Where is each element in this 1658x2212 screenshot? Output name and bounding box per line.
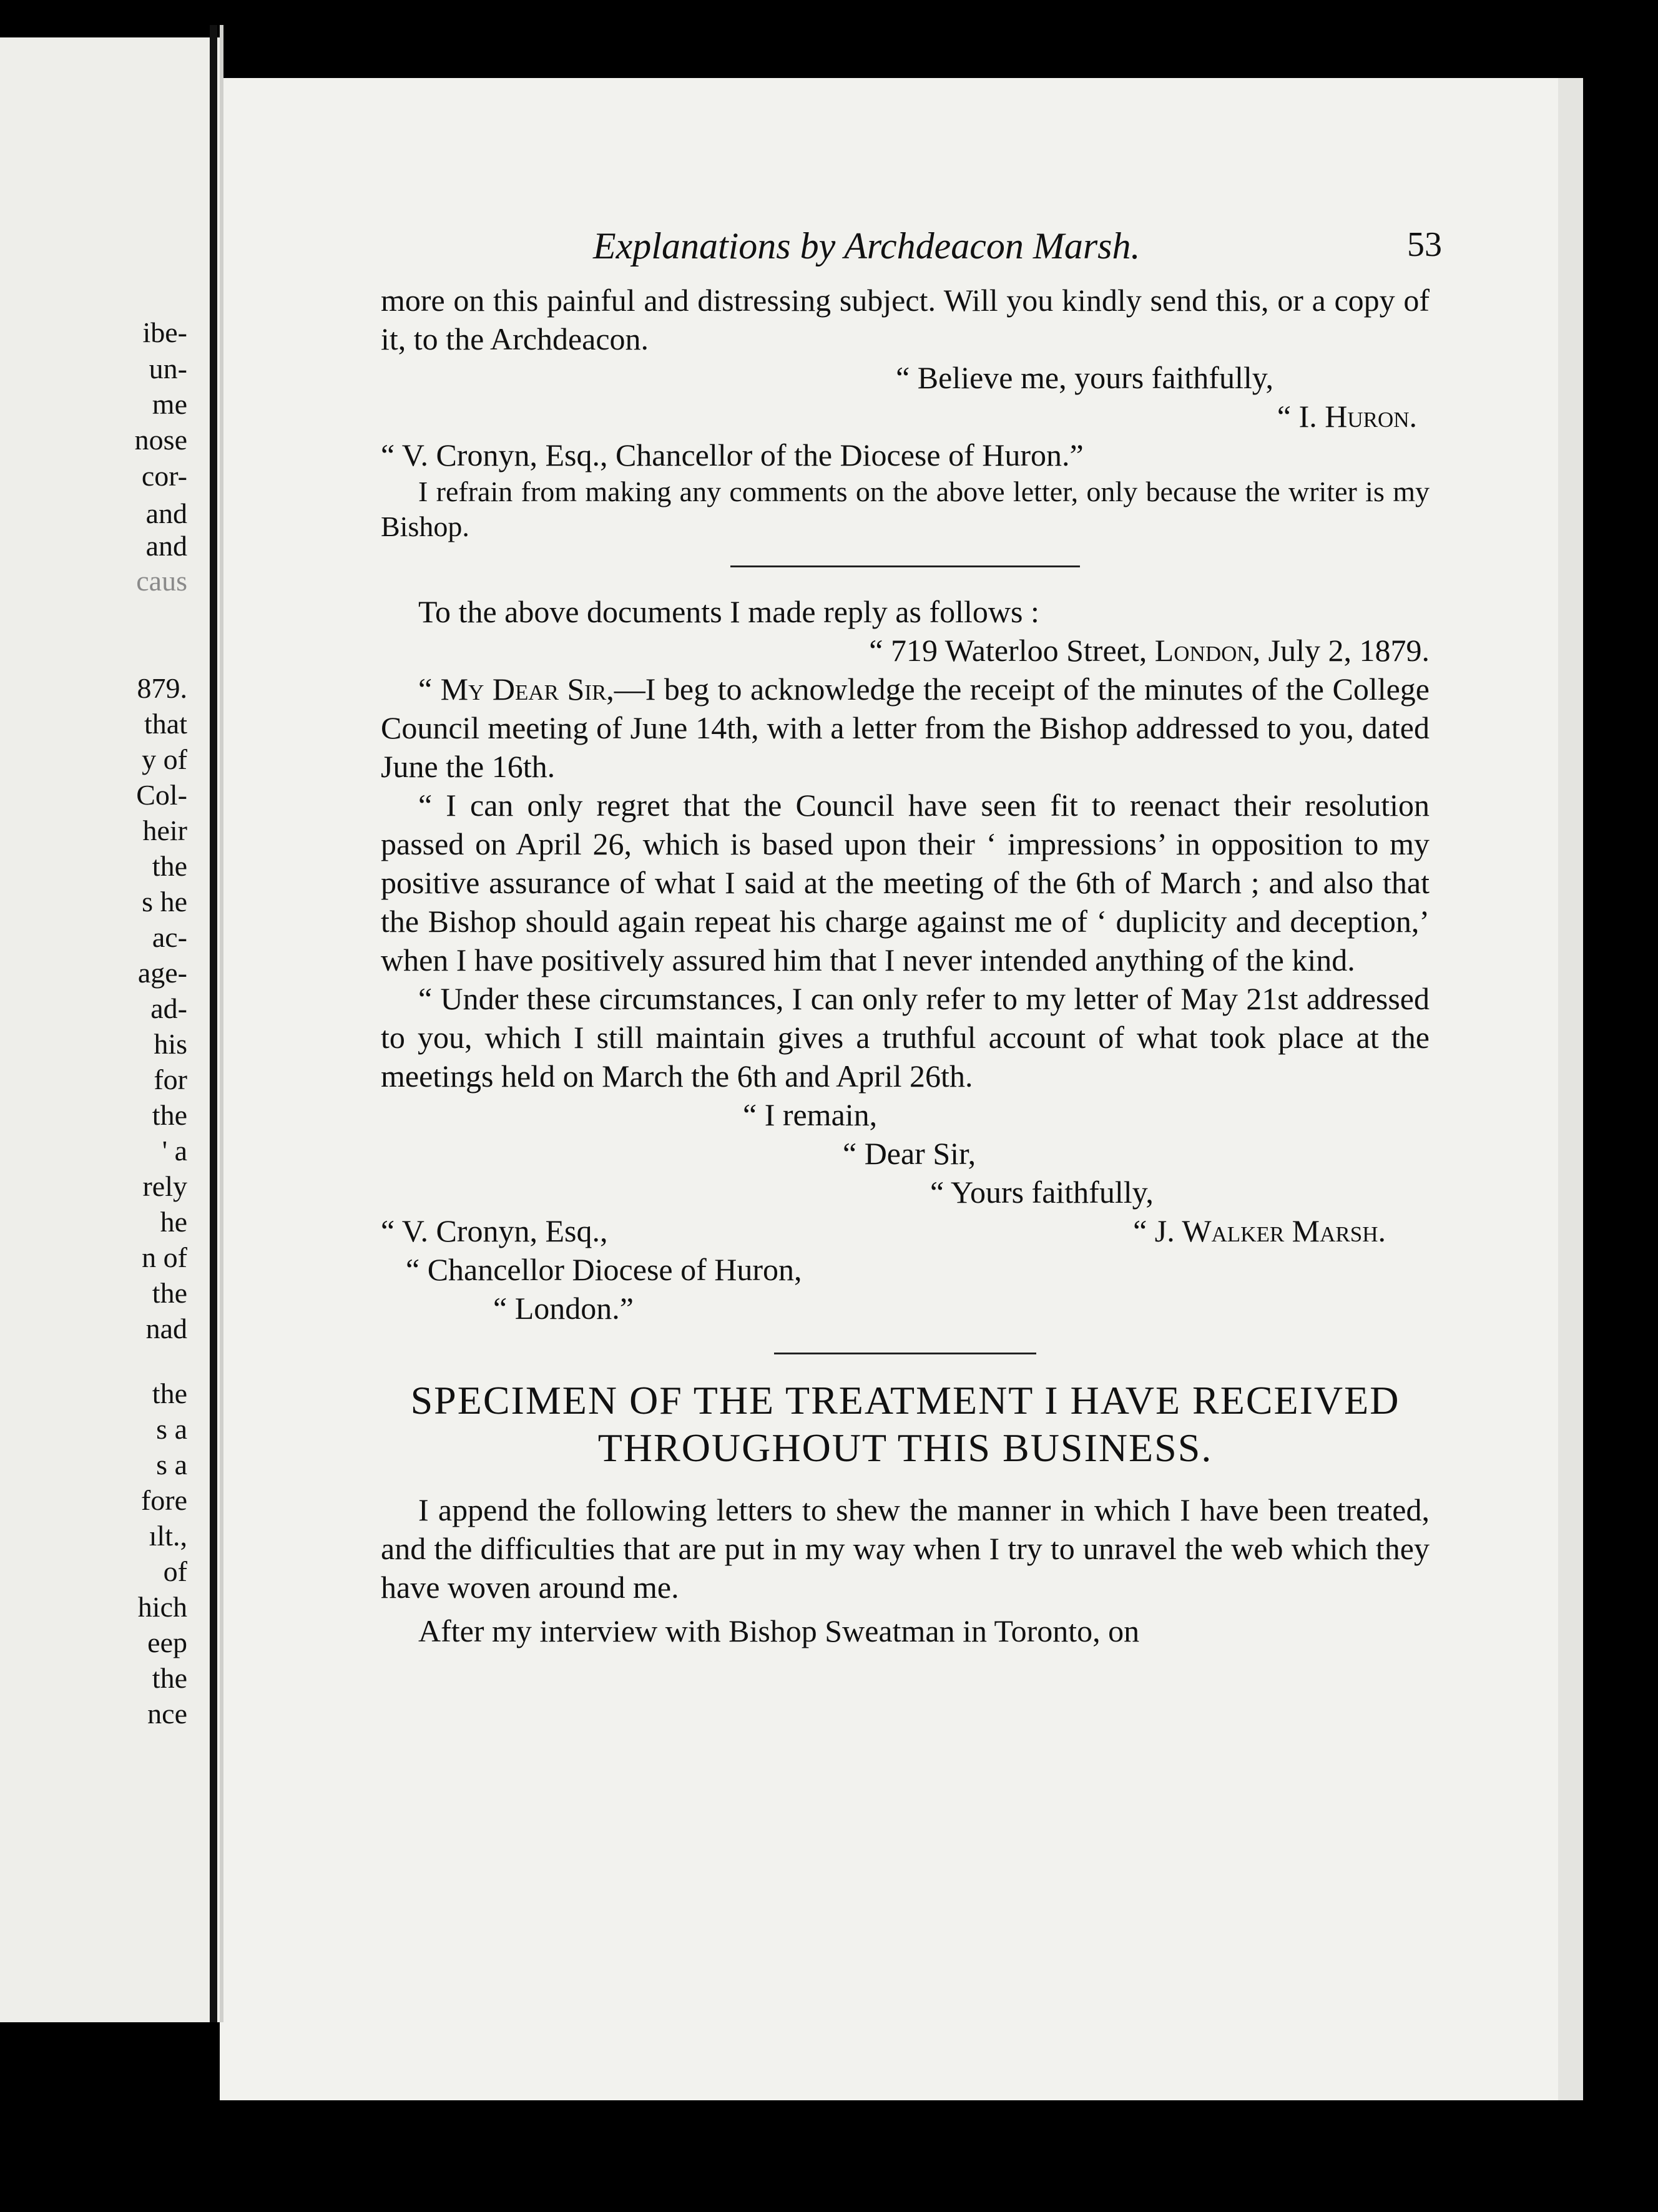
letter-closing: “ Believe me, yours faithfully, [896, 360, 1273, 395]
section-divider [730, 565, 1080, 567]
left-page-fragment: the [152, 1662, 187, 1694]
page-content [381, 225, 1442, 1650]
left-page-fragment: hich [137, 1591, 187, 1623]
left-page-fragment: y of [142, 743, 187, 775]
page-right-edge [1558, 78, 1583, 2100]
signoff-dear-sir: “ Dear Sir, [843, 1136, 976, 1171]
left-page-fragment: and [145, 530, 187, 562]
signoff-remain: “ I remain, [743, 1097, 878, 1132]
left-facing-page [0, 37, 220, 2022]
letter-salutation: “ My Dear Sir, [418, 672, 614, 707]
left-page-fragment: and [145, 497, 187, 529]
left-page-fragment: ad- [150, 992, 187, 1024]
recipient-city: “ London.” [493, 1291, 634, 1326]
left-page-fragment: me [152, 388, 187, 420]
left-page-fragment: fore [140, 1484, 187, 1516]
address-date: , July 2, 1879. [1252, 633, 1430, 668]
paragraph-continuation: more on this painful and distressing subject. Will you kindly send this, or a copy of it, to the Archdeacon. [381, 283, 1430, 356]
left-page-fragment: he [160, 1206, 187, 1238]
recipient-name: “ V. Cronyn, Esq., [381, 1213, 608, 1248]
left-page-fragment: age- [137, 957, 187, 989]
paragraph-interview: After my interview with Bishop Sweatman in Toronto, on [418, 1613, 1140, 1648]
letter-signature-marsh: “ J. Walker Marsh. [1133, 1213, 1386, 1248]
left-page-fragment: the [152, 850, 187, 882]
paragraph-comment: I refrain from making any comments on the above letter, only because the writer is my Bishop. [381, 476, 1430, 542]
letter-paragraph-1-text: —I beg to acknowledge the receipt of the minutes of the College Council meeting of June 14th, with a letter from the Bishop addressed to you, dated June the 16th. [381, 672, 1430, 784]
signoff-yours: “ Yours faithfully, [930, 1175, 1154, 1210]
letter-paragraph-1 [381, 670, 1430, 786]
letter-signature: “ I. Huron. [1277, 399, 1417, 434]
left-page-fragment: ibe- [142, 316, 187, 348]
section-divider-2 [774, 1353, 1036, 1354]
left-page-fragment: rely [142, 1170, 187, 1202]
left-page-fragment: ac- [152, 921, 187, 953]
left-page-fragment: his [154, 1028, 187, 1060]
left-page-fragment: for [154, 1064, 187, 1095]
left-page-fragment: 879. [137, 672, 187, 704]
recipient-title: “ Chancellor Diocese of Huron, [406, 1252, 802, 1287]
left-page-fragment: of [163, 1555, 187, 1587]
left-page-fragment: Col- [136, 779, 187, 811]
page-header [381, 225, 1442, 281]
letter-addressee: “ V. Cronyn, Esq., Chancellor of the Diocese of Huron.” [381, 438, 1084, 472]
signoff-row [381, 1211, 1430, 1250]
letter-paragraph-2: “ I can only regret that the Council have seen fit to reenact their resolution passed on April 26, which is based upon their ‘ impressions’ in opposition to my positive assurance of what I said at the meeting of the 6th of March ; and also that the Bishop should again repeat his charge against me of ‘ duplicity and deception,’ when I have positively assured him that I never intended anything of the kind. [381, 788, 1430, 977]
letter-signoff [381, 1095, 1430, 1328]
paragraph-append: I append the following letters to shew the manner in which I have been treated, and the difficulties that are put in my way when I try to unravel the web which they have woven around me. [381, 1492, 1430, 1605]
left-page-fragment: un- [149, 353, 187, 384]
left-page-fragment: heir [142, 815, 187, 846]
left-page-fragment: n of [142, 1241, 187, 1273]
left-page-fragment: cor- [141, 460, 187, 492]
paragraph-reply-intro: To the above documents I made reply as follows : [418, 594, 1039, 629]
left-page-fragment: that [144, 708, 187, 740]
left-page-fragment: nce [147, 1698, 187, 1730]
left-page-fragment: s a [156, 1413, 187, 1445]
left-page-fragment: s he [142, 886, 187, 918]
left-page-fragment: the [152, 1099, 187, 1131]
gutter-line [220, 25, 223, 2022]
running-title: Explanations by Archdeacon Marsh. [593, 225, 1140, 267]
letter-paragraph-3: “ Under these circumstances, I can only refer to my letter of May 21st addressed to you, which I still maintain gives a truthful account of what took place at the meetings held on March the 6th and April 26th. [381, 981, 1430, 1094]
letter-address-line [381, 631, 1430, 670]
left-page-fragment: eep [147, 1627, 187, 1658]
section-heading: SPECIMEN OF THE TREATMENT I HAVE RECEIVED THROUGHOUT THIS BUSINESS. [410, 1378, 1400, 1470]
book-spine-shadow [210, 25, 217, 2022]
left-page-fragment: the [152, 1277, 187, 1309]
left-page-fragment: s a [156, 1449, 187, 1480]
left-page-fragment: the [152, 1378, 187, 1409]
left-page-fragment: caus [136, 565, 187, 597]
address-city: London [1154, 633, 1253, 668]
left-page-fragment: nad [145, 1313, 187, 1344]
page-number: 53 [1407, 225, 1442, 264]
left-page-fragment: nose [134, 424, 187, 456]
left-page-fragment: ılt., [149, 1520, 187, 1552]
left-page-fragment: ' a [162, 1135, 187, 1167]
address-street: “ 719 Waterloo Street, [869, 633, 1155, 668]
